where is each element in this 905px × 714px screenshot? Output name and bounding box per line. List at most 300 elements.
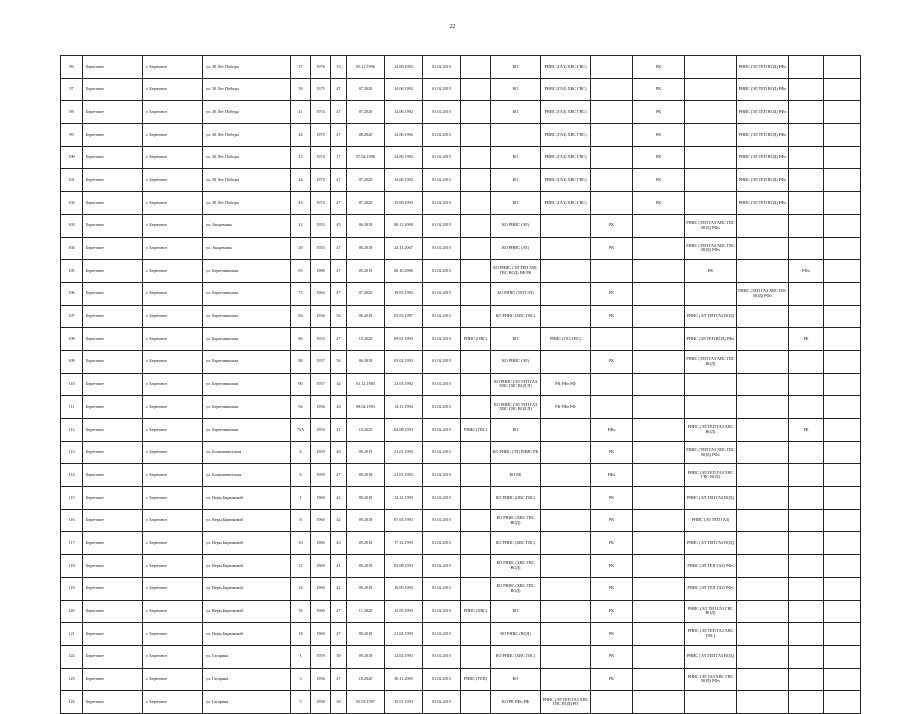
repair-2016-cell: КО — [491, 600, 541, 623]
repair-2020-cell: РНИС (ТЕП ГАЗ ХВС ГВС ВОД) РФо — [685, 214, 737, 237]
blank-cell — [824, 555, 861, 578]
build-year-cell: 1957 — [311, 373, 331, 396]
wear-percent-cell: 41 — [331, 555, 347, 578]
inclusion-date-cell: 01.02.2015 — [423, 305, 461, 328]
repair-2022-cell — [789, 668, 824, 691]
inclusion-date-cell: 01.02.2015 — [423, 328, 461, 351]
repair-2020-cell — [685, 282, 737, 305]
repair-2018-cell: РК — [591, 668, 633, 691]
repair-2019-cell — [633, 396, 685, 419]
house-number-cell: 5 — [291, 691, 311, 714]
repair-2018-cell: РК — [591, 350, 633, 373]
street-cell: ул. 30 Лет Победы — [203, 56, 291, 79]
inclusion-date-cell: 01.02.2015 — [423, 282, 461, 305]
repair-2017-cell: РК РФо РФ — [541, 396, 591, 419]
build-year-cell: 1960 — [311, 600, 331, 623]
repair-2015-cell: РНИС (ХВС) — [461, 600, 491, 623]
settlement-cell: Береговое — [83, 260, 143, 283]
repair-2019-cell — [633, 645, 685, 668]
repair-2017-cell — [541, 305, 591, 328]
house-number-cell: 43 — [291, 146, 311, 169]
locality-cell: г. Береговое — [143, 124, 203, 147]
repair-2020-cell: РНИС (ЭЛ ТЕП ГАЗ ВОД) — [685, 645, 737, 668]
locality-cell: г. Береговое — [143, 78, 203, 101]
table-row — [61, 214, 861, 237]
house-number-cell: 42 — [291, 124, 311, 147]
wear-percent-cell: 47 — [331, 282, 347, 305]
repair-2021-cell — [737, 214, 789, 237]
repair-2022-cell — [789, 169, 824, 192]
locality-cell: г. Береговое — [143, 101, 203, 124]
survey-date-cell: 09.2018 — [347, 509, 385, 532]
repair-2020-cell — [685, 101, 737, 124]
build-year-cell: 1960 — [311, 555, 331, 578]
repair-2020-cell — [685, 373, 737, 396]
repair-2018-cell — [591, 56, 633, 79]
repair-2018-cell: РК — [591, 282, 633, 305]
privatization-date-cell: 21.04.1993 — [385, 623, 423, 646]
repair-2022-cell — [789, 305, 824, 328]
repair-2017-cell — [541, 668, 591, 691]
wear-percent-cell: 34 — [331, 373, 347, 396]
locality-cell: г. Береговое — [143, 600, 203, 623]
repair-2018-cell — [591, 373, 633, 396]
inclusion-date-cell: 01.02.2015 — [423, 373, 461, 396]
settlement-cell: Береговое — [83, 419, 143, 442]
locality-cell: г. Береговое — [143, 305, 203, 328]
repair-2020-cell: РНИС (ТЕП ГАЗ ХВС ГВС ВОД) РФо — [685, 237, 737, 260]
privatization-date-cell: 21.01.1993 — [385, 441, 423, 464]
repair-2016-cell: КО РНИС (ЭЛ) — [491, 350, 541, 373]
repair-2018-cell: РК — [591, 487, 633, 510]
row-number: 110 — [61, 373, 83, 396]
settlement-cell: Береговое — [83, 373, 143, 396]
repair-2020-cell — [685, 78, 737, 101]
row-number: 97 — [61, 78, 83, 101]
street-cell: ул. Береговинская — [203, 396, 291, 419]
settlement-cell: Береговое — [83, 146, 143, 169]
survey-date-cell: 09.2018 — [347, 645, 385, 668]
repair-2020-cell: РНИС (ЭЛ ТЕП ВОД) РФо — [685, 328, 737, 351]
inclusion-date-cell: 01.02.2015 — [423, 260, 461, 283]
repair-2021-cell — [737, 532, 789, 555]
settlement-cell: Береговое — [83, 487, 143, 510]
repair-2022-cell: РФо — [789, 260, 824, 283]
inclusion-date-cell: 01.02.2015 — [423, 419, 461, 442]
repair-2016-cell: КО РНИС (ХВС ГВС ВОД) — [491, 577, 541, 600]
inclusion-date-cell: 01.02.2015 — [423, 56, 461, 79]
row-number: 121 — [61, 623, 83, 646]
repair-2019-cell — [633, 350, 685, 373]
locality-cell: г. Береговое — [143, 260, 203, 283]
repair-2022-cell — [789, 532, 824, 555]
inclusion-date-cell: 01.02.2015 — [423, 623, 461, 646]
row-number: 115 — [61, 487, 83, 510]
house-number-cell: 16 — [291, 600, 311, 623]
survey-date-cell: 09.2018 — [347, 577, 385, 600]
street-cell: ул. Веры Бирюковой — [203, 577, 291, 600]
repair-2017-cell — [541, 555, 591, 578]
settlement-cell: Береговое — [83, 101, 143, 124]
wear-percent-cell: 39 — [331, 645, 347, 668]
settlement-cell: Береговое — [83, 328, 143, 351]
survey-date-cell: 05.03.1997 — [347, 691, 385, 714]
repair-2018-cell: РФо — [591, 464, 633, 487]
wear-percent-cell: 42 — [331, 577, 347, 600]
blank-cell — [824, 668, 861, 691]
repair-2020-cell: РНИС (ЭЛ ТЕП ГАЗ) — [685, 509, 737, 532]
settlement-cell: Береговое — [83, 350, 143, 373]
house-number-cell: 4 — [291, 441, 311, 464]
street-cell: ул. Береговинская — [203, 419, 291, 442]
house-number-cell: 41 — [291, 101, 311, 124]
locality-cell: г. Береговое — [143, 577, 203, 600]
build-year-cell: 1959 — [311, 645, 331, 668]
repair-2017-cell — [541, 214, 591, 237]
table-row — [61, 101, 861, 124]
row-number: 99 — [61, 124, 83, 147]
table-row — [61, 260, 861, 283]
table-row — [61, 78, 861, 101]
blank-cell — [824, 464, 861, 487]
repair-2021-cell: РНИС (ЭЛ ТЕП ВОД) РФо — [737, 169, 789, 192]
house-number-cell: 37 — [291, 56, 311, 79]
table-row — [61, 577, 861, 600]
locality-cell: г. Береговое — [143, 691, 203, 714]
wear-percent-cell: 45 — [331, 214, 347, 237]
repair-2015-cell — [461, 555, 491, 578]
repair-2021-cell — [737, 645, 789, 668]
repair-2017-cell — [541, 237, 591, 260]
repair-2015-cell — [461, 396, 491, 419]
wear-percent-cell: 47 — [331, 237, 347, 260]
repair-2022-cell — [789, 214, 824, 237]
repair-2017-cell — [541, 260, 591, 283]
settlement-cell: Береговое — [83, 282, 143, 305]
build-year-cell: 1954 — [311, 419, 331, 442]
inclusion-date-cell: 01.02.2015 — [423, 464, 461, 487]
row-number: 123 — [61, 668, 83, 691]
house-number-cell: 8 — [291, 509, 311, 532]
repair-2017-cell — [541, 419, 591, 442]
locality-cell: г. Береговое — [143, 56, 203, 79]
repair-2017-cell: РНИС (ГАЗ) ХВС ГВС) — [541, 146, 591, 169]
row-number: 96 — [61, 56, 83, 79]
repair-2018-cell: РК — [591, 305, 633, 328]
privatization-date-cell: 07.05.1993 — [385, 509, 423, 532]
street-cell: ул. Гагарина — [203, 645, 291, 668]
privatization-date-cell: 04.08.1993 — [385, 419, 423, 442]
privatization-date-cell: 17.12.1993 — [385, 532, 423, 555]
street-cell: ул. Береговинская — [203, 282, 291, 305]
repair-2015-cell — [461, 78, 491, 101]
blank-cell — [824, 192, 861, 215]
build-year-cell: 1960 — [311, 487, 331, 510]
repair-2019-cell — [633, 419, 685, 442]
repair-2019-cell — [633, 464, 685, 487]
repair-2021-cell — [737, 464, 789, 487]
privatization-date-cell: 14.11.1994 — [385, 396, 423, 419]
street-cell: ул. 30 Лет Победы — [203, 146, 291, 169]
row-number: 104 — [61, 237, 83, 260]
locality-cell: г. Береговое — [143, 328, 203, 351]
repair-2016-cell: КО — [491, 56, 541, 79]
repair-2019-cell — [633, 577, 685, 600]
repair-2019-cell — [633, 668, 685, 691]
inclusion-date-cell: 01.02.2015 — [423, 600, 461, 623]
build-year-cell: 1958 — [311, 691, 331, 714]
table-row — [61, 396, 861, 419]
locality-cell: г. Береговое — [143, 464, 203, 487]
privatization-date-cell: 14.06.1992 — [385, 169, 423, 192]
blank-cell — [824, 328, 861, 351]
wear-percent-cell: 17 — [331, 146, 347, 169]
table-row — [61, 623, 861, 646]
settlement-cell: Береговое — [83, 464, 143, 487]
repair-2018-cell: РФо — [591, 419, 633, 442]
repair-2016-cell: КО — [491, 419, 541, 442]
wear-percent-cell: 42 — [331, 509, 347, 532]
wear-percent-cell: 30 — [331, 691, 347, 714]
survey-date-cell: 10.2020 — [347, 419, 385, 442]
privatization-date-cell: 03.08.1993 — [385, 555, 423, 578]
street-cell: ул. Береговинская — [203, 260, 291, 283]
blank-cell — [824, 237, 861, 260]
repair-2016-cell: КО РНИС (ОВС ГВС) — [491, 487, 541, 510]
repair-2017-cell — [541, 645, 591, 668]
repair-2016-cell: КО — [491, 101, 541, 124]
locality-cell: г. Береговое — [143, 350, 203, 373]
repair-2022-cell — [789, 623, 824, 646]
repair-2018-cell — [591, 169, 633, 192]
survey-date-cell: 05.11.1996 — [347, 56, 385, 79]
repair-2015-cell — [461, 146, 491, 169]
repair-2020-cell: РНИС (ЭЛ ТЕП ГАЗ ХВС ГВС ВОД) — [685, 464, 737, 487]
row-number: 122 — [61, 645, 83, 668]
table-row — [61, 487, 861, 510]
street-cell: ул. Веры Бирюковой — [203, 487, 291, 510]
table-row — [61, 169, 861, 192]
row-number: 124 — [61, 691, 83, 714]
repair-2015-cell — [461, 124, 491, 147]
row-number: 119 — [61, 577, 83, 600]
repair-2019-cell: РК — [633, 146, 685, 169]
repair-2022-cell — [789, 691, 824, 714]
wear-percent-cell: 47 — [331, 78, 347, 101]
street-cell: ул. Веры Бирюковой — [203, 623, 291, 646]
repair-2020-cell: РНИС (ЭЛ ГАЗ ХВС ГВС ВОД) РФо — [685, 668, 737, 691]
repair-2015-cell — [461, 237, 491, 260]
repair-2015-cell — [461, 487, 491, 510]
repair-2021-cell: РНИС (ЭЛ ТЕП ВОД) РФо — [737, 56, 789, 79]
inclusion-date-cell: 01.02.2015 — [423, 577, 461, 600]
repair-2021-cell — [737, 441, 789, 464]
wear-percent-cell: 26 — [331, 396, 347, 419]
repair-2015-cell — [461, 56, 491, 79]
repair-2016-cell: КО РНИС (ТЕП ЭЛ) — [491, 282, 541, 305]
build-year-cell: 1980 — [311, 260, 331, 283]
repair-2021-cell: РНИС (ЭЛ ТЕП ВОД) РФо — [737, 78, 789, 101]
survey-date-cell: 06.2018 — [347, 350, 385, 373]
build-year-cell: 1976 — [311, 56, 331, 79]
privatization-date-cell: 12.05.1993 — [385, 600, 423, 623]
repair-2019-cell — [633, 237, 685, 260]
repair-2017-cell — [541, 282, 591, 305]
repair-2019-cell: РК — [633, 78, 685, 101]
house-number-cell: 18 — [291, 623, 311, 646]
street-cell: ул. Веры Бирюковой — [203, 532, 291, 555]
table-row — [61, 532, 861, 555]
settlement-cell: Береговое — [83, 645, 143, 668]
repair-2021-cell — [737, 668, 789, 691]
settlement-cell: Береговое — [83, 214, 143, 237]
blank-cell — [824, 419, 861, 442]
wear-percent-cell: 42 — [331, 487, 347, 510]
blank-cell — [824, 532, 861, 555]
repair-2022-cell — [789, 124, 824, 147]
settlement-cell: Береговое — [83, 396, 143, 419]
build-year-cell: 1975 — [311, 78, 331, 101]
survey-date-cell: 06.2018 — [347, 214, 385, 237]
house-number-cell: 12 — [291, 214, 311, 237]
build-year-cell: 1955 — [311, 214, 331, 237]
repair-2017-cell: РНИС (ГАЗ ГВС) — [541, 328, 591, 351]
repair-2021-cell: РНИС (ЭЛ ТЕП ВОД) РФо — [737, 146, 789, 169]
repair-2016-cell: КО — [491, 146, 541, 169]
street-cell: ул. Академика — [203, 214, 291, 237]
repair-2016-cell: КО — [491, 169, 541, 192]
locality-cell: г. Береговое — [143, 396, 203, 419]
repair-2021-cell — [737, 577, 789, 600]
repair-2015-cell — [461, 101, 491, 124]
repair-2021-cell: РНИС (ЭЛ ТЕП ВОД) РФо — [737, 192, 789, 215]
privatization-date-cell: 14.06.1992 — [385, 101, 423, 124]
inclusion-date-cell: 01.02.2015 — [423, 645, 461, 668]
row-number: 109 — [61, 350, 83, 373]
repair-2019-cell: РК — [633, 101, 685, 124]
repair-2017-cell — [541, 532, 591, 555]
repair-2016-cell: КО — [491, 328, 541, 351]
repair-2016-cell: КО РНИС (ЭЛ) РНИС РК — [491, 441, 541, 464]
inclusion-date-cell: 01.02.2015 — [423, 169, 461, 192]
locality-cell: г. Береговое — [143, 623, 203, 646]
survey-date-cell: 09.2018 — [347, 487, 385, 510]
repair-2022-cell — [789, 441, 824, 464]
repair-2020-cell — [685, 396, 737, 419]
locality-cell: г. Береговое — [143, 237, 203, 260]
settlement-cell: Береговое — [83, 56, 143, 79]
repair-2022-cell — [789, 282, 824, 305]
repair-2015-cell — [461, 691, 491, 714]
survey-date-cell: 07.2020 — [347, 78, 385, 101]
repair-2017-cell: РНИС (ГАЗ) ХВС ГВС) — [541, 192, 591, 215]
privatization-date-cell: 24.11.2007 — [385, 237, 423, 260]
repair-2020-cell — [685, 56, 737, 79]
wear-percent-cell: 46 — [331, 441, 347, 464]
locality-cell: г. Береговое — [143, 441, 203, 464]
survey-date-cell: 01.12.1983 — [347, 373, 385, 396]
repair-2019-cell — [633, 509, 685, 532]
repair-2020-cell: РНИС (ЭЛ ТЕП ГАЗ ВОД) — [685, 305, 737, 328]
inclusion-date-cell: 01.02.2015 — [423, 124, 461, 147]
blank-cell — [824, 577, 861, 600]
house-number-cell: 3 — [291, 668, 311, 691]
repair-2018-cell: РК — [591, 623, 633, 646]
privatization-date-cell: 05.03.1997 — [385, 305, 423, 328]
settlement-cell: Береговое — [83, 600, 143, 623]
repair-2017-cell — [541, 464, 591, 487]
repair-2021-cell — [737, 260, 789, 283]
survey-date-cell: 09.2019 — [347, 441, 385, 464]
repair-2021-cell — [737, 623, 789, 646]
repair-2020-cell: РНИС (ТЕП ГАЗ ХВС ГВС ВОД) РФо — [685, 441, 737, 464]
repair-2019-cell — [633, 260, 685, 283]
inclusion-date-cell: 01.02.2015 — [423, 350, 461, 373]
row-number: 120 — [61, 600, 83, 623]
repair-2022-cell — [789, 487, 824, 510]
repair-2015-cell — [461, 305, 491, 328]
repair-2018-cell: РК — [591, 509, 633, 532]
repair-2020-cell: РНИС (ТЕП ГАЗ ХВС ГВС ВОД) — [685, 350, 737, 373]
repair-2019-cell: РК — [633, 124, 685, 147]
privatization-date-cell: 30.11.2005 — [385, 668, 423, 691]
row-number: 112 — [61, 419, 83, 442]
repair-2015-cell — [461, 169, 491, 192]
repair-2021-cell — [737, 237, 789, 260]
house-number-cell: 45 — [291, 192, 311, 215]
repair-2019-cell — [633, 487, 685, 510]
wear-percent-cell: 47 — [331, 623, 347, 646]
survey-date-cell: 10.2020 — [347, 328, 385, 351]
table-row — [61, 237, 861, 260]
repair-2020-cell: РНИС (ЭЛ ТЕП ГАЗ ГВС ВОД) — [685, 600, 737, 623]
row-number: 101 — [61, 169, 83, 192]
repair-2018-cell — [591, 396, 633, 419]
repair-2017-cell: РНИС (ГАЗ) ХВС ГВС) — [541, 169, 591, 192]
house-number-cell: 6 — [291, 464, 311, 487]
privatization-date-cell: 10.09.1993 — [385, 577, 423, 600]
street-cell: ул. Большевистская — [203, 441, 291, 464]
repair-2016-cell: КО РНИС (ХВС ГВС ВОД) — [491, 509, 541, 532]
house-number-cell: 44 — [291, 169, 311, 192]
inclusion-date-cell: 01.02.2015 — [423, 101, 461, 124]
row-number: 98 — [61, 101, 83, 124]
inclusion-date-cell: 01.02.2015 — [423, 396, 461, 419]
repair-2020-cell: РНИС (ЭЛ ТЕП ГАЗ ВОД) — [685, 532, 737, 555]
repair-2019-cell — [633, 282, 685, 305]
privatization-date-cell: 15.06.1993 — [385, 192, 423, 215]
repair-2018-cell — [591, 260, 633, 283]
street-cell: ул. 30 Лет Победы — [203, 101, 291, 124]
wear-percent-cell: 54 — [331, 350, 347, 373]
wear-percent-cell: 47 — [331, 600, 347, 623]
repair-2016-cell: КО РНИС (ЭЛ ТЕП ГАЗ ХВС ГВС ВОД П) — [491, 396, 541, 419]
house-number-cell: 1 — [291, 487, 311, 510]
street-cell: ул. Веры Бирюковой — [203, 555, 291, 578]
repair-2018-cell — [591, 328, 633, 351]
blank-cell — [824, 691, 861, 714]
inclusion-date-cell: 01.02.2015 — [423, 146, 461, 169]
house-number-cell: 75А — [291, 419, 311, 442]
blank-cell — [824, 487, 861, 510]
repair-2018-cell — [591, 146, 633, 169]
repair-2015-cell — [461, 441, 491, 464]
repair-2015-cell — [461, 373, 491, 396]
build-year-cell: 1957 — [311, 350, 331, 373]
repair-2016-cell: КО РК — [491, 464, 541, 487]
table-row — [61, 373, 861, 396]
build-year-cell: 1960 — [311, 577, 331, 600]
